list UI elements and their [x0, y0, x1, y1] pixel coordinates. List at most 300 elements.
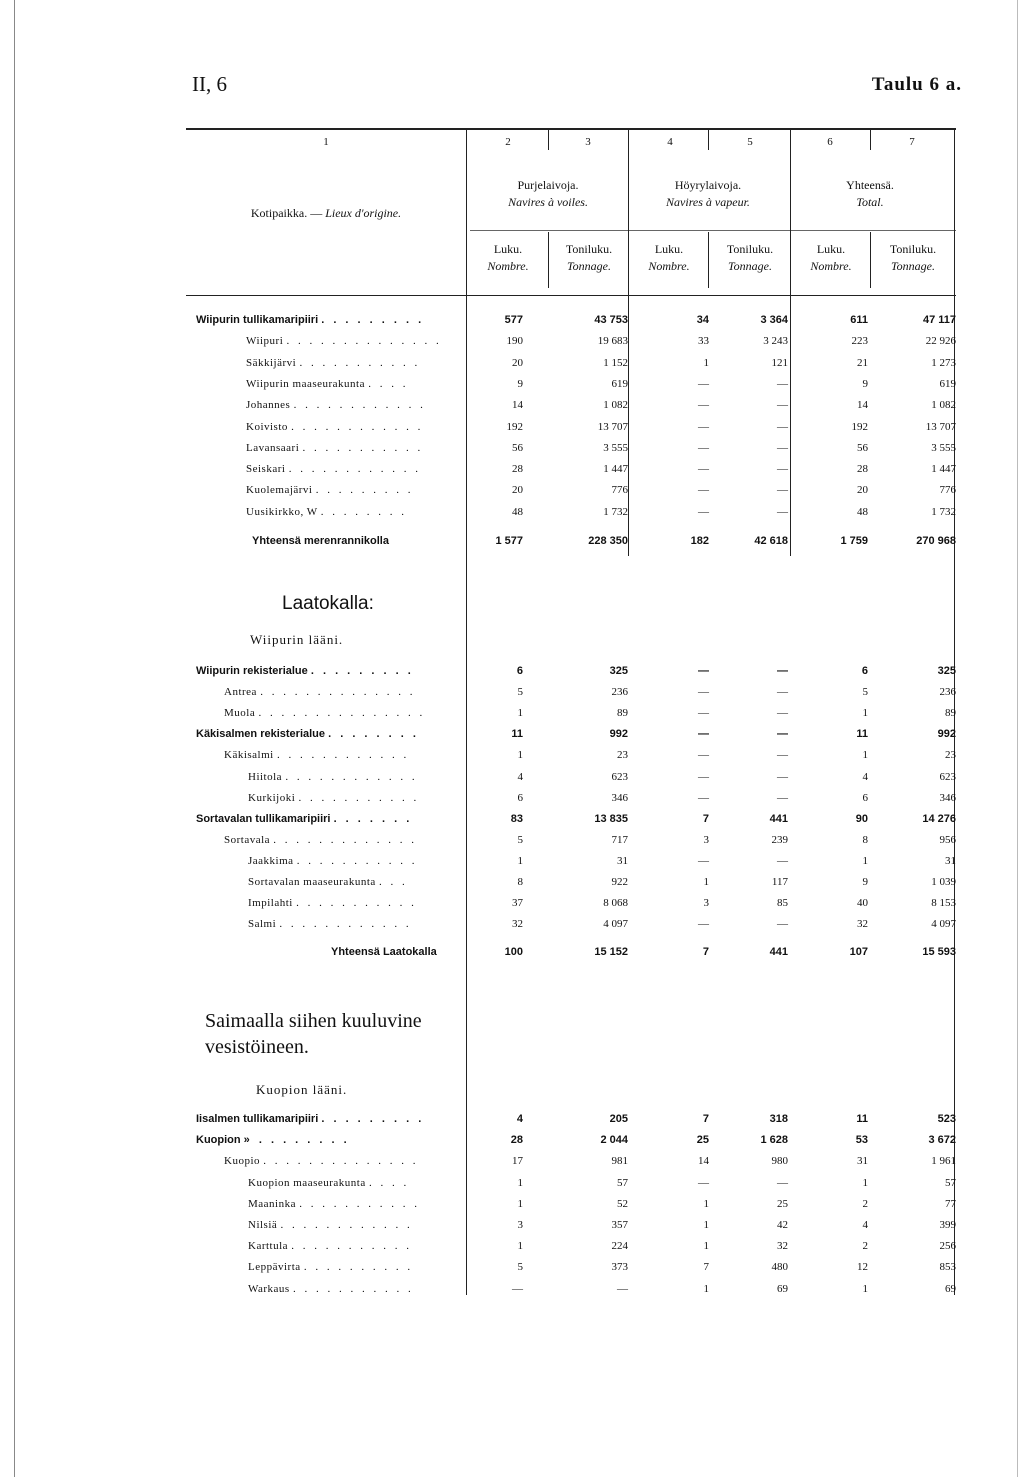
table-cell: 52	[617, 1197, 628, 1210]
table-cell: 346	[939, 791, 956, 804]
table-row	[196, 399, 956, 420]
table-cell: 1	[862, 854, 868, 867]
column-number: 2	[505, 136, 511, 148]
table-cell: 346	[611, 791, 628, 804]
table-cell: 21	[857, 356, 868, 369]
column-number: 4	[667, 136, 673, 148]
row-label: Leppävirta . . . . . . . . . .	[248, 1261, 414, 1274]
row-label: Wiipurin rekisterialue . . . . . . . . .	[196, 665, 414, 677]
table-cell: 1	[703, 356, 709, 369]
table-cell: 100	[504, 946, 523, 958]
table-cell: 12	[857, 1261, 868, 1274]
table-cell: 9	[517, 377, 523, 390]
table-cell: 14 276	[922, 812, 956, 825]
table-cell: 6	[862, 791, 868, 804]
table-cell: —	[777, 918, 788, 931]
table-cell: 1 152	[603, 356, 628, 369]
table-cell: 4 097	[931, 918, 956, 931]
table-cell: 31	[945, 854, 956, 867]
table-cell: 1 039	[931, 876, 956, 888]
table-cell: 236	[939, 686, 956, 699]
row-label: Wiipuri . . . . . . . . . . . . . .	[246, 335, 442, 348]
table-cell: 1	[517, 749, 523, 762]
row-label: Seiskari . . . . . . . . . . . .	[246, 463, 421, 476]
table-cell: 3 555	[931, 441, 956, 454]
row-label: Salmi . . . . . . . . . . . .	[248, 918, 412, 931]
table-cell: 31	[857, 1155, 868, 1168]
table-cell: —	[777, 505, 788, 518]
table-cell: 2 044	[600, 1134, 628, 1147]
column-number: 1	[323, 136, 329, 148]
row-label: Kuopio . . . . . . . . . . . . . .	[224, 1155, 419, 1168]
table-cell: 1	[862, 1176, 868, 1189]
table-cell: 1	[703, 1197, 709, 1210]
table-cell: 1	[517, 707, 523, 720]
table-cell: —	[777, 463, 788, 476]
table-cell: 8	[862, 833, 868, 846]
table-cell: —	[777, 770, 788, 783]
table-cell: 523	[937, 1113, 956, 1125]
table-cell: 1	[862, 749, 868, 762]
table-cell: 85	[777, 897, 788, 910]
table-cell: 956	[939, 833, 956, 846]
table-cell: 34	[696, 314, 709, 326]
table-cell: —	[698, 707, 709, 720]
table-cell: 42	[777, 1219, 788, 1231]
table-cell: 7	[702, 1113, 709, 1125]
page-number: II, 6	[192, 72, 227, 96]
table-cell: 441	[769, 946, 788, 958]
table-cell: 20	[857, 484, 868, 497]
table-row	[196, 834, 956, 855]
table-cell: —	[698, 728, 709, 741]
count-header: Luku. Nombre.	[648, 242, 690, 273]
table-cell: 8 153	[931, 897, 956, 910]
table-cell: 3 555	[603, 441, 628, 454]
count-header: Luku. Nombre.	[810, 242, 852, 273]
table-cell: 13 835	[594, 812, 628, 825]
table-cell: 4	[862, 1219, 868, 1231]
table-cell: 1 732	[931, 505, 956, 518]
table-cell: —	[777, 728, 788, 741]
table-cell: —	[777, 484, 788, 497]
tonnage-header: Toniluku. Tonnage.	[565, 242, 613, 273]
table-cell: 623	[611, 770, 628, 783]
table-cell: 28	[510, 1134, 523, 1147]
table-row	[196, 1261, 956, 1282]
table-cell: —	[698, 749, 709, 762]
table-cell: 9	[862, 876, 868, 888]
count-header: Luku. Nombre.	[487, 242, 529, 273]
table-cell: 48	[857, 505, 868, 518]
table-cell: 399	[939, 1219, 956, 1231]
table-cell: 69	[777, 1282, 788, 1295]
row-label: Käkisalmi . . . . . . . . . . . .	[224, 749, 410, 762]
table-cell: —	[698, 463, 709, 476]
column-number: 5	[747, 136, 753, 148]
table-row	[196, 335, 956, 356]
table-cell: —	[698, 918, 709, 931]
table-cell: 441	[769, 812, 788, 825]
row-label: Maaninka . . . . . . . . . . .	[248, 1197, 420, 1210]
column-number: 3	[585, 136, 591, 148]
table-cell: —	[777, 749, 788, 762]
table-cell: 13 707	[597, 420, 628, 433]
table-cell: —	[698, 377, 709, 390]
table-cell: 1 447	[603, 463, 628, 476]
table-cell: 611	[850, 314, 868, 326]
table-row	[196, 897, 956, 918]
table-cell: 256	[939, 1240, 956, 1253]
table-cell: 8 068	[603, 897, 628, 910]
table-cell: 1	[703, 1282, 709, 1295]
table-cell: —	[777, 441, 788, 454]
province-heading: Kuopion lääni.	[256, 1082, 348, 1097]
table-cell: 1 273	[931, 356, 956, 369]
table-cell: 1 082	[931, 399, 956, 412]
table-cell: 69	[945, 1282, 956, 1295]
table-row	[196, 442, 956, 463]
table-row	[196, 792, 956, 813]
table-cell: 25	[777, 1197, 788, 1210]
row-label: Wiipurin tullikamaripiiri . . . . . . . . .	[196, 314, 425, 326]
row-label: Uusikirkko, W . . . . . . . .	[246, 505, 407, 518]
table-cell: 20	[512, 484, 523, 497]
column-divider	[548, 130, 549, 150]
table-cell: 992	[609, 728, 628, 741]
table-row	[196, 1134, 956, 1155]
table-cell: 7	[702, 946, 709, 958]
table-cell: 1	[517, 1176, 523, 1189]
table-cell: 717	[611, 833, 628, 846]
table-cell: 577	[504, 314, 523, 326]
sailing-ships-header: Purjelaivoja. Navires à voiles.	[508, 178, 588, 209]
table-cell: —	[777, 686, 788, 699]
table-cell: 1	[517, 854, 523, 867]
header-bottom-rule	[186, 295, 956, 296]
table-cell: 1 759	[840, 535, 868, 547]
table-cell: —	[698, 665, 709, 677]
table-cell: 23	[617, 749, 628, 762]
table-cell: 40	[857, 897, 868, 910]
table-cell: 53	[855, 1134, 868, 1147]
table-cell: —	[698, 420, 709, 433]
table-row	[196, 1283, 956, 1304]
table-cell: 3 364	[760, 314, 788, 326]
table-cell: 22 926	[925, 335, 956, 348]
total-row	[196, 535, 956, 556]
origin-header: Kotipaikka. — Lieux d'origine.	[250, 206, 402, 220]
table-cell: 9	[862, 377, 868, 390]
table-cell: 3	[703, 897, 709, 910]
column-number: 7	[909, 136, 915, 148]
table-cell: 83	[510, 812, 523, 825]
table-row	[196, 686, 956, 707]
table-cell: 1	[862, 1282, 868, 1295]
table-cell: 3 243	[763, 335, 788, 348]
table-cell: —	[617, 1282, 628, 1295]
table-cell: 623	[939, 770, 956, 783]
table-cell: 1 577	[495, 535, 523, 547]
table-row	[196, 1155, 956, 1176]
row-label: Sortavalan tullikamaripiiri . . . . . . .	[196, 812, 413, 825]
row-label: Karttula . . . . . . . . . . .	[248, 1240, 413, 1253]
row-label: Sortavalan maaseurakunta . . .	[248, 876, 408, 888]
table-row	[196, 463, 956, 484]
table-title: Taulu 6 a.	[871, 74, 962, 95]
row-label: Kuolemajärvi . . . . . . . . .	[246, 484, 414, 497]
table-cell: 619	[611, 377, 628, 390]
table-cell: 236	[611, 686, 628, 699]
table-cell: —	[698, 441, 709, 454]
table-row	[196, 357, 956, 378]
table-cell: 77	[945, 1197, 956, 1210]
table-cell: 224	[611, 1240, 628, 1253]
table-row	[196, 314, 956, 335]
table-row	[196, 421, 956, 442]
page-edge-line	[1017, 0, 1018, 1477]
table-cell: —	[698, 1176, 709, 1189]
table-cell: 11	[856, 1113, 868, 1125]
table-cell: 47 117	[922, 314, 956, 326]
table-cell: 43 753	[594, 314, 628, 326]
row-label: Lavansaari . . . . . . . . . . .	[246, 441, 424, 454]
table-cell: 37	[512, 897, 523, 910]
table-cell: 57	[945, 1176, 956, 1189]
table-cell: —	[777, 1176, 788, 1189]
table-cell: 20	[512, 356, 523, 369]
table-row	[196, 1177, 956, 1198]
table-cell: 8	[517, 876, 523, 888]
table-cell: 6	[861, 665, 868, 677]
row-label: Kuopion » . . . . . . . .	[196, 1134, 350, 1147]
table-cell: 11	[511, 728, 523, 741]
table-cell: 48	[512, 505, 523, 518]
table-cell: 17	[512, 1155, 523, 1168]
subheader-rule	[470, 230, 956, 231]
table-row	[196, 771, 956, 792]
table-cell: 25	[696, 1134, 709, 1147]
row-label: Hiitola . . . . . . . . . . . .	[248, 770, 418, 783]
table-row	[196, 876, 956, 897]
table-cell: 223	[851, 335, 868, 348]
table-cell: 14	[512, 399, 523, 412]
row-label: Jaakkima . . . . . . . . . . .	[248, 854, 418, 867]
table-cell: 4	[862, 770, 868, 783]
row-label: Warkaus . . . . . . . . . . .	[248, 1282, 414, 1295]
row-label: Impilahti . . . . . . . . . . .	[248, 897, 417, 910]
table-cell: 3 672	[928, 1134, 956, 1147]
table-cell: 922	[611, 876, 628, 888]
total-label: Yhteensä Laatokalla	[331, 946, 437, 958]
table-cell: 981	[611, 1155, 628, 1168]
table-cell: 325	[609, 665, 628, 677]
table-cell: 13 707	[925, 420, 956, 433]
table-cell: 1	[517, 1197, 523, 1210]
table-cell: —	[777, 791, 788, 804]
column-divider	[870, 130, 871, 150]
table-cell: 19 683	[597, 335, 628, 348]
row-label: Kurkijoki . . . . . . . . . . .	[248, 791, 420, 804]
table-cell: 56	[857, 441, 868, 454]
table-cell: 190	[506, 335, 523, 348]
row-label: Wiipurin maaseurakunta . . . .	[246, 377, 409, 390]
table-cell: 4 097	[603, 918, 628, 931]
section-heading: Laatokalla:	[282, 593, 374, 614]
table-cell: 2	[862, 1197, 868, 1210]
table-row	[196, 728, 956, 749]
table-cell: —	[698, 399, 709, 412]
table-cell: —	[777, 399, 788, 412]
table-cell: 619	[939, 377, 956, 390]
table-cell: 89	[945, 707, 956, 720]
tonnage-header: Toniluku. Tonnage.	[726, 242, 774, 273]
table-cell: 1	[703, 1219, 709, 1231]
table-cell: 117	[771, 876, 788, 888]
table-cell: 7	[703, 1261, 709, 1274]
table-cell: 42 618	[754, 535, 788, 547]
table-cell: —	[698, 854, 709, 867]
table-cell: 325	[937, 665, 956, 677]
table-cell: 15 593	[922, 946, 956, 958]
table-cell: 1 732	[603, 505, 628, 518]
table-cell: 3	[703, 833, 709, 846]
table-cell: 373	[611, 1261, 628, 1274]
table-cell: 1 082	[603, 399, 628, 412]
table-cell: —	[777, 854, 788, 867]
table-cell: 6	[517, 791, 523, 804]
table-cell: 1	[862, 707, 868, 720]
table-row	[196, 813, 956, 834]
table-cell: 1	[703, 1240, 709, 1253]
table-cell: 14	[698, 1155, 709, 1168]
table-cell: 1 961	[931, 1155, 956, 1168]
table-cell: 357	[611, 1219, 628, 1231]
table-row	[196, 484, 956, 505]
table-cell: 1 447	[931, 463, 956, 476]
table-cell: —	[777, 665, 788, 677]
table-cell: 1	[703, 876, 709, 888]
table-cell: 980	[771, 1155, 788, 1168]
table-cell: 33	[698, 335, 709, 348]
table-cell: 480	[771, 1261, 788, 1274]
table-cell: 992	[937, 728, 956, 741]
table-cell: —	[698, 791, 709, 804]
table-cell: 5	[862, 686, 868, 699]
table-cell: —	[698, 770, 709, 783]
column-divider	[708, 130, 709, 150]
table-cell: 192	[851, 420, 868, 433]
table-cell: —	[777, 377, 788, 390]
table-cell: 1	[517, 1240, 523, 1253]
total-label: Yhteensä merenrannikolla	[252, 535, 389, 547]
table-cell: 28	[857, 463, 868, 476]
table-cell: 270 968	[916, 535, 956, 547]
steamships-header: Höyrylaivoja. Navires à vapeur.	[666, 178, 750, 209]
total-row	[196, 946, 956, 967]
table-cell: —	[777, 420, 788, 433]
table-cell: —	[698, 505, 709, 518]
table-cell: 6	[516, 665, 523, 677]
header-top-rule	[186, 128, 956, 130]
table-cell: 107	[849, 946, 868, 958]
table-row	[196, 665, 956, 686]
row-label: Iisalmen tullikamaripiiri . . . . . . . . .	[196, 1113, 425, 1125]
table-cell: —	[777, 707, 788, 720]
table-row	[196, 378, 956, 399]
table-cell: 5	[517, 1261, 523, 1274]
table-row	[196, 1219, 956, 1240]
table-cell: 31	[617, 854, 628, 867]
table-cell: 5	[517, 833, 523, 846]
table-cell: 3	[517, 1219, 523, 1231]
column-number: 6	[827, 136, 833, 148]
table-cell: 32	[857, 918, 868, 931]
table-cell: —	[698, 484, 709, 497]
table-cell: 15 152	[594, 946, 628, 958]
table-cell: 23	[945, 749, 956, 762]
table-cell: 57	[617, 1176, 628, 1189]
table-cell: 32	[512, 918, 523, 931]
table-cell: 14	[857, 399, 868, 412]
table-cell: 182	[690, 535, 709, 547]
table-cell: 7	[702, 812, 709, 825]
table-cell: 90	[855, 812, 868, 825]
row-label: Nilsiä . . . . . . . . . . . .	[248, 1219, 413, 1231]
table-row	[196, 918, 956, 939]
table-cell: 121	[771, 356, 788, 369]
table-row	[196, 1113, 956, 1134]
table-row	[196, 707, 956, 728]
table-row	[196, 749, 956, 770]
table-row	[196, 855, 956, 876]
province-heading: Wiipurin lääni.	[250, 632, 344, 647]
table-cell: 89	[617, 707, 628, 720]
row-label: Käkisalmen rekisterialue . . . . . . . .	[196, 728, 419, 741]
row-label: Koivisto . . . . . . . . . . . .	[246, 420, 424, 433]
row-label: Johannes . . . . . . . . . . . .	[246, 399, 426, 412]
table-cell: 228 350	[588, 535, 628, 547]
table-cell: 5	[517, 686, 523, 699]
table-cell: 205	[609, 1113, 628, 1125]
table-cell: 776	[611, 484, 628, 497]
row-label: Antrea . . . . . . . . . . . . . .	[224, 686, 416, 699]
table-row	[196, 1198, 956, 1219]
total-header: Yhteensä. Total.	[846, 178, 894, 209]
table-cell: 776	[939, 484, 956, 497]
tonnage-header: Toniluku. Tonnage.	[889, 242, 937, 273]
row-label: Muola . . . . . . . . . . . . . . .	[224, 707, 426, 720]
section-heading: Saimaalla siihen kuuluvine vesistöineen.	[205, 1010, 422, 1058]
table-row	[196, 506, 956, 527]
table-cell: 28	[512, 463, 523, 476]
row-label: Sortavala . . . . . . . . . . . . .	[224, 833, 418, 846]
table-cell: 4	[516, 1113, 523, 1125]
table-cell: 1 628	[760, 1134, 788, 1147]
table-cell: —	[512, 1282, 523, 1295]
table-cell: 32	[777, 1240, 788, 1253]
table-cell: 2	[862, 1240, 868, 1253]
table-cell: 11	[856, 728, 868, 741]
table-cell: 4	[517, 770, 523, 783]
table-cell: 192	[506, 420, 523, 433]
page-edge-line	[14, 0, 15, 1477]
row-label: Säkkijärvi . . . . . . . . . . .	[246, 356, 421, 369]
table-cell: —	[698, 686, 709, 699]
table-cell: 239	[771, 833, 788, 846]
row-label: Kuopion maaseurakunta . . . .	[248, 1176, 410, 1189]
table-cell: 853	[939, 1261, 956, 1274]
